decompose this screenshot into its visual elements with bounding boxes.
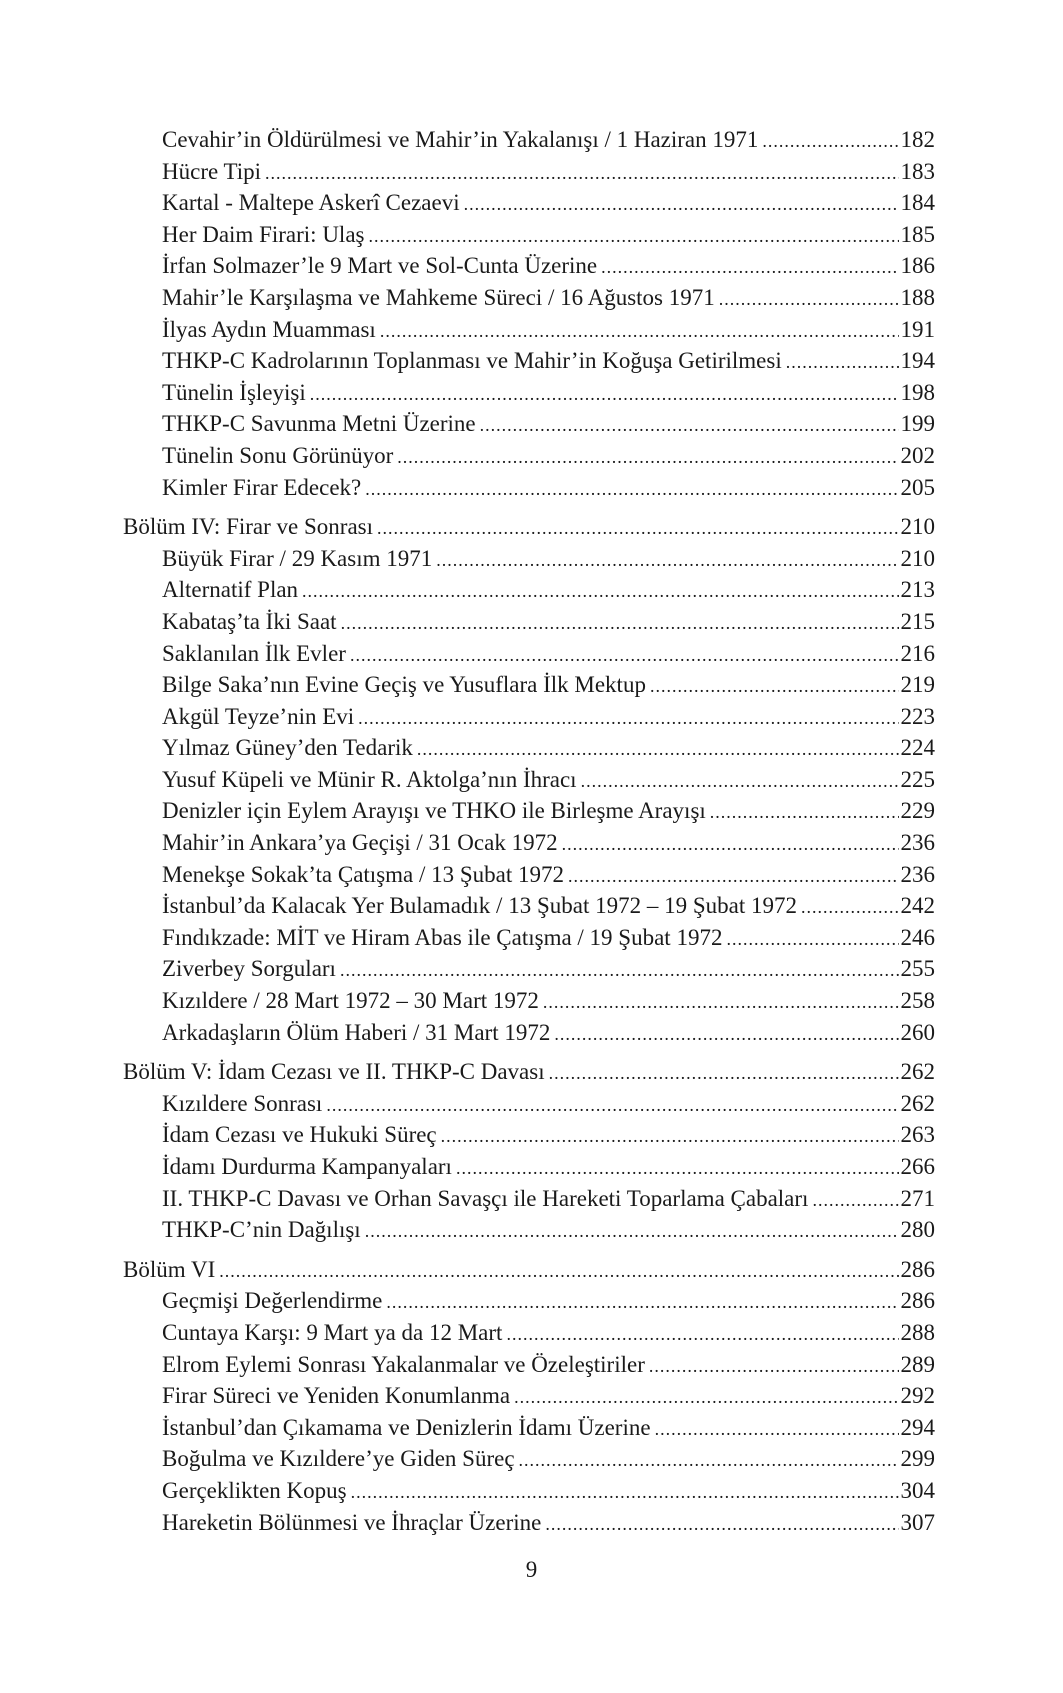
dot-leader [549, 1056, 899, 1090]
entry-title: Tünelin İşleyişi [162, 379, 306, 405]
entry-title: Büyük Firar / 29 Kasım 1971 [162, 545, 433, 571]
dot-leader [506, 1317, 898, 1351]
chapter-title: Bölüm VI [123, 1256, 216, 1282]
dot-leader [365, 472, 898, 506]
toc-entry [123, 472, 935, 504]
page-ref: 194 [900, 348, 935, 374]
toc-entry [123, 669, 935, 701]
page-ref: 215 [900, 608, 935, 634]
toc-entry [123, 890, 935, 922]
toc-entry [123, 795, 935, 827]
dot-leader [812, 1183, 898, 1217]
page-ref: 294 [900, 1414, 935, 1440]
page-ref: 280 [900, 1217, 935, 1243]
entry-title: Hareketin Bölünmesi ve İhraçlar Üzerine [162, 1509, 542, 1535]
entry-title: Yılmaz Güney’den Tedarik [162, 735, 413, 761]
entry-title: Her Daim Firari: Ulaş [162, 221, 365, 247]
dot-leader [441, 1119, 899, 1153]
dot-leader [417, 732, 899, 766]
dot-leader [786, 345, 899, 379]
toc-entry [123, 1317, 935, 1349]
dot-leader [456, 1151, 899, 1185]
entry-title: Akgül Teyze’nin Evi [162, 703, 355, 729]
toc-entry [123, 1183, 935, 1215]
toc-entry [123, 1507, 935, 1539]
toc-section [123, 1056, 935, 1246]
toc-entry [123, 1214, 935, 1246]
toc-entry [123, 345, 935, 377]
toc-chapter-heading [123, 1254, 935, 1286]
dot-leader [554, 1017, 898, 1051]
entry-title: Kabataş’ta İki Saat [162, 608, 337, 634]
toc-entry [123, 314, 935, 346]
entry-title: Kimler Firar Edecek? [162, 474, 362, 500]
entry-title: Kızıldere / 28 Mart 1972 – 30 Mart 1972 [162, 988, 539, 1014]
page-ref: 262 [900, 1059, 935, 1085]
dot-leader [545, 1507, 898, 1541]
dot-leader [464, 187, 899, 221]
toc-section [123, 1254, 935, 1538]
dot-leader [340, 953, 899, 987]
dot-leader [358, 701, 898, 735]
dot-leader [562, 827, 899, 861]
entry-title: Kartal - Maltepe Askerî Cezaevi [162, 190, 460, 216]
dot-leader [762, 124, 898, 158]
entry-title: Alternatif Plan [162, 577, 299, 603]
dot-leader [519, 1443, 899, 1477]
dot-leader [326, 1088, 898, 1122]
entry-title: Bilge Saka’nın Evine Geçiş ve Yusuflara İlk Mektup [162, 672, 646, 698]
entry-title: Arkadaşların Ölüm Haberi / 31 Mart 1972 [162, 1019, 551, 1045]
toc-entry [123, 187, 935, 219]
entry-title: Cuntaya Karşı: 9 Mart ya da 12 Mart [162, 1319, 503, 1345]
page-ref: 182 [900, 127, 935, 152]
dot-leader [514, 1380, 898, 1414]
toc-entry [123, 764, 935, 796]
entry-title: İdam Cezası ve Hukuki Süreç [162, 1122, 437, 1148]
toc-entry [123, 156, 935, 188]
chapter-title: Bölüm V: İdam Cezası ve II. THKP-C Davası [123, 1059, 545, 1085]
toc-section [123, 511, 935, 1048]
page-ref: 224 [900, 735, 935, 761]
page-ref: 210 [900, 545, 935, 571]
dot-leader [726, 922, 898, 956]
toc-entry [123, 953, 935, 985]
toc-entry [123, 1017, 935, 1049]
dot-leader [351, 1475, 899, 1509]
page-ref: 202 [900, 442, 935, 468]
page-ref: 236 [900, 861, 935, 887]
page-ref: 198 [900, 379, 935, 405]
toc-entry [123, 606, 935, 638]
toc-entry [123, 282, 935, 314]
page-ref: 191 [900, 316, 935, 342]
dot-leader [650, 669, 899, 703]
toc-entry [123, 219, 935, 251]
dot-leader [377, 511, 899, 545]
entry-title: Boğulma ve Kızıldere’ye Giden Süreç [162, 1446, 515, 1472]
chapter-title: Bölüm IV: Firar ve Sonrası [123, 514, 373, 540]
page-ref: 266 [900, 1154, 935, 1179]
dot-leader [480, 408, 899, 442]
toc-entry [123, 440, 935, 472]
page-ref: 213 [900, 577, 935, 603]
toc-entry [123, 638, 935, 670]
entry-title: İstanbul’da Kalacak Yer Bulamadık / 13 Şubat 1972 – 19 Şubat 1972 [162, 893, 797, 919]
toc-entry [123, 859, 935, 891]
page-ref: 205 [900, 474, 935, 500]
entry-title: Ziverbey Sorguları [162, 956, 336, 982]
page-ref: 255 [900, 956, 935, 982]
entry-title: İrfan Solmazer’le 9 Mart ve Sol-Cunta Üzerine [162, 253, 598, 279]
entry-title: Geçmişi Değerlendirme [162, 1288, 383, 1314]
toc-chapter-heading [123, 1056, 935, 1088]
page-ref: 216 [900, 640, 935, 666]
page-ref: 188 [900, 284, 935, 310]
dot-leader [265, 156, 898, 190]
page-ref: 271 [900, 1185, 935, 1211]
dot-leader [649, 1349, 899, 1383]
page-ref: 242 [900, 893, 935, 919]
entry-title: Yusuf Küpeli ve Münir R. Aktolga’nın İhracı [162, 766, 577, 792]
entry-title: THKP-C’nin Dağılışı [162, 1217, 361, 1243]
page-ref: 223 [900, 703, 935, 729]
toc-entry [123, 1349, 935, 1381]
page-ref: 210 [900, 514, 935, 540]
dot-leader [386, 1285, 898, 1319]
toc-entry [123, 1088, 935, 1120]
toc-entry [123, 1380, 935, 1412]
toc-entry [123, 408, 935, 440]
toc-entry [123, 985, 935, 1017]
entry-title: Tünelin Sonu Görünüyor [162, 442, 394, 468]
page-ref: 286 [900, 1288, 935, 1314]
toc-entry [123, 1151, 935, 1183]
dot-leader [601, 250, 898, 284]
dot-leader [302, 574, 898, 608]
page-ref: 236 [900, 830, 935, 856]
dot-leader [581, 764, 899, 798]
toc-entry [123, 732, 935, 764]
dot-leader [365, 1214, 899, 1248]
page-ref: 286 [900, 1256, 935, 1282]
page-ref: 258 [900, 988, 935, 1014]
page-number: 9 [525, 1557, 538, 1582]
toc-entry [123, 922, 935, 954]
dot-leader [380, 314, 899, 348]
entry-title: THKP-C Kadrolarının Toplanması ve Mahir’in Koğuşa Getirilmesi [162, 348, 782, 374]
entry-title: II. THKP-C Davası ve Orhan Savaşçı ile Hareketi Toparlama Çabaları [162, 1185, 809, 1211]
page-ref: 185 [900, 221, 935, 247]
entry-title: Kızıldere Sonrası [162, 1090, 323, 1116]
entry-title: Saklanılan İlk Evler [162, 640, 346, 666]
toc-entry [123, 1285, 935, 1317]
entry-title: Mahir’in Ankara’ya Geçişi / 31 Ocak 1972 [162, 830, 558, 856]
toc-entry [123, 1412, 935, 1444]
entry-title: İlyas Aydın Muamması [162, 316, 376, 342]
entry-title: Firar Süreci ve Yeniden Konumlanma [162, 1383, 511, 1409]
dot-leader [655, 1412, 899, 1446]
toc-entry [123, 124, 935, 156]
page-ref: 229 [900, 798, 935, 824]
entry-title: Cevahir’in Öldürülmesi ve Mahir’in Yakalanışı / 1 Haziran 1971 [162, 127, 759, 152]
entry-title: Menekşe Sokak’ta Çatışma / 13 Şubat 1972 [162, 861, 565, 887]
dot-leader [341, 606, 899, 640]
page-ref: 186 [900, 253, 935, 279]
entry-title: Mahir’le Karşılaşma ve Mahkeme Süreci / 16 Ağustos 1971 [162, 284, 715, 310]
entry-title: Hücre Tipi [162, 158, 262, 184]
dot-leader [436, 543, 898, 577]
page-ref: 288 [900, 1319, 935, 1345]
page-ref: 225 [900, 766, 935, 792]
toc-entry [123, 1475, 935, 1507]
entry-title: Elrom Eylemi Sonrası Yakalanmalar ve Özeleştiriler [162, 1351, 645, 1377]
page-ref: 307 [900, 1509, 935, 1535]
page-ref: 183 [900, 158, 935, 184]
entry-title: Fındıkzade: MİT ve Hiram Abas ile Çatışma / 19 Şubat 1972 [162, 924, 723, 950]
entry-title: Gerçeklikten Kopuş [162, 1477, 347, 1503]
toc-entry [123, 377, 935, 409]
toc-entry [123, 250, 935, 282]
page-ref: 289 [900, 1351, 935, 1377]
toc-entry [123, 574, 935, 606]
table-of-contents [123, 124, 935, 1546]
toc-entry [123, 1443, 935, 1475]
entry-title: Denizler için Eylem Arayışı ve THKO ile Birleşme Arayışı [162, 798, 706, 824]
page-ref: 199 [900, 411, 935, 437]
page-ref: 219 [900, 672, 935, 698]
page-ref: 263 [900, 1122, 935, 1148]
dot-leader [350, 638, 899, 672]
page-ref: 246 [900, 924, 935, 950]
dot-leader [719, 282, 899, 316]
dot-leader [710, 795, 899, 829]
entry-title: İdamı Durdurma Kampanyaları [162, 1154, 452, 1179]
dot-leader [397, 440, 898, 474]
entry-title: THKP-C Savunma Metni Üzerine [162, 411, 476, 437]
page-ref: 260 [900, 1019, 935, 1045]
dot-leader [368, 219, 898, 253]
page-ref: 304 [900, 1477, 935, 1503]
page-ref: 184 [900, 190, 935, 216]
page-ref: 299 [900, 1446, 935, 1472]
entry-title: İstanbul’dan Çıkamama ve Denizlerin İdamı Üzerine [162, 1414, 651, 1440]
toc-entry [123, 543, 935, 575]
toc-entry [123, 827, 935, 859]
page-ref: 262 [900, 1090, 935, 1116]
dot-leader [568, 859, 898, 893]
dot-leader [310, 377, 899, 411]
page-ref: 292 [900, 1383, 935, 1409]
toc-entry [123, 701, 935, 733]
dot-leader [219, 1254, 898, 1288]
toc-chapter-heading [123, 511, 935, 543]
dot-leader [801, 890, 899, 924]
dot-leader [543, 985, 899, 1019]
toc-section [123, 124, 935, 503]
toc-entry [123, 1119, 935, 1151]
